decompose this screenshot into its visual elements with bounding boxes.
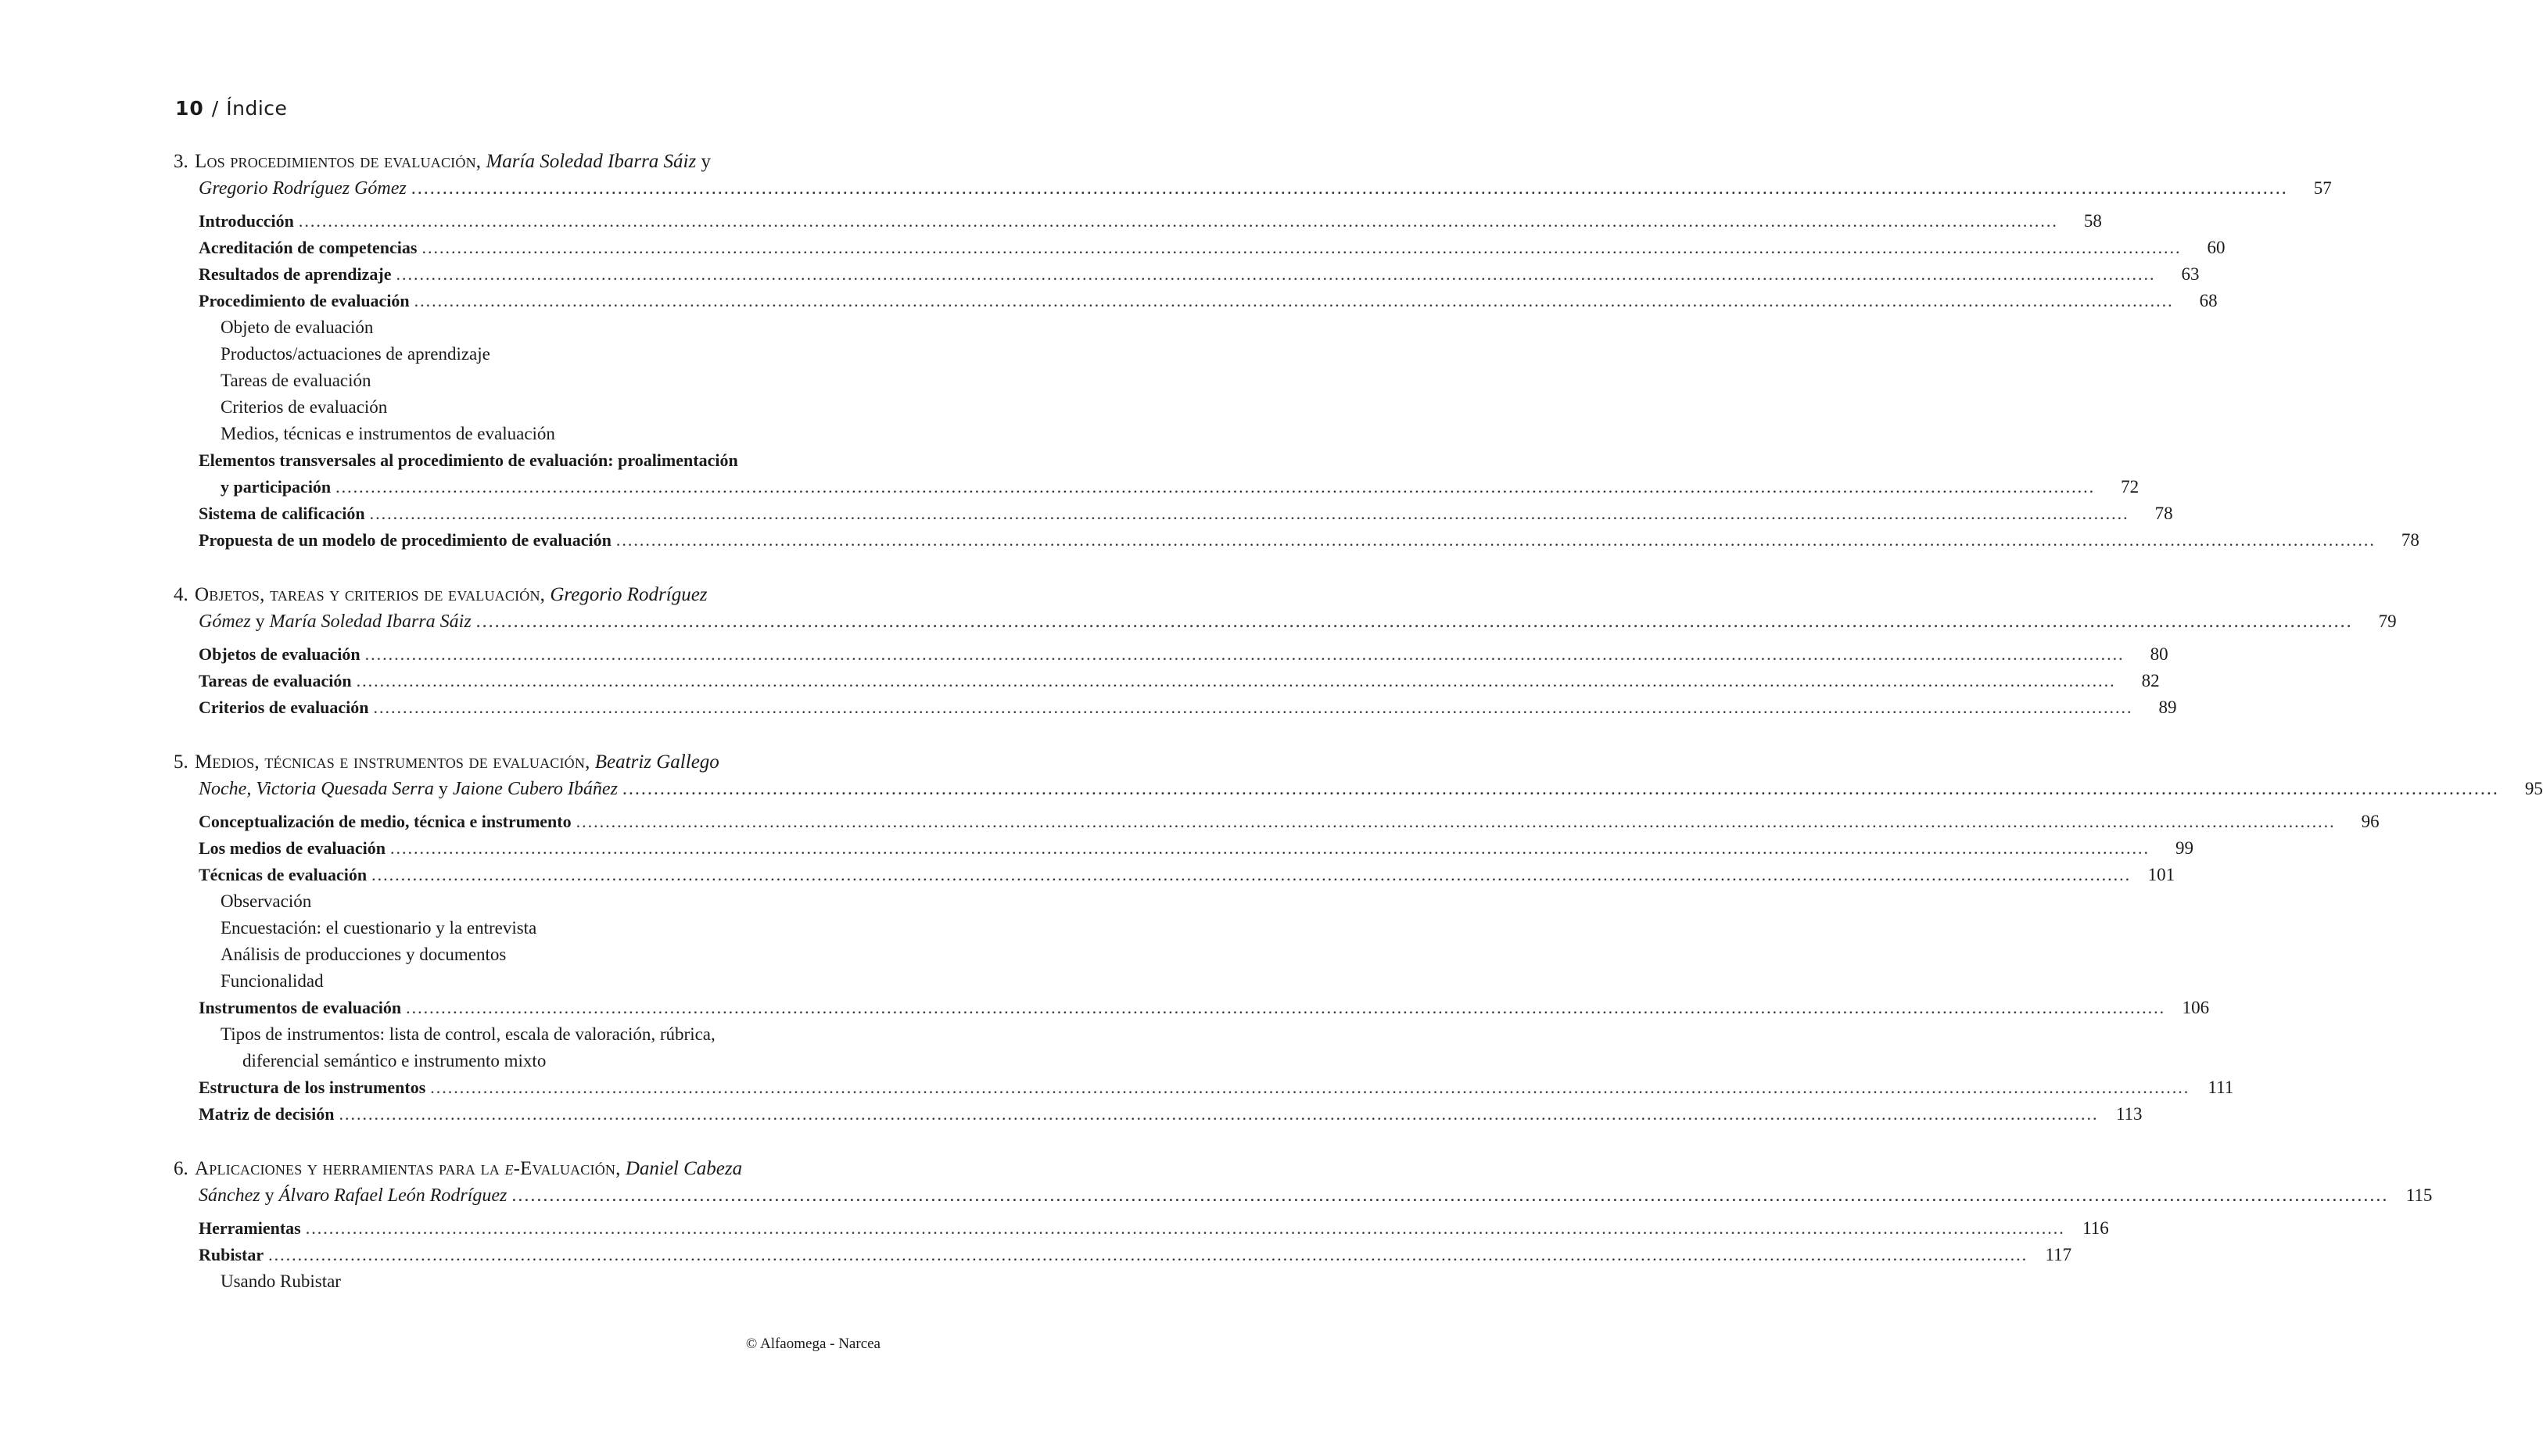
page-ref: 78 bbox=[2154, 504, 2173, 523]
page-ref: 116 bbox=[2082, 1218, 2109, 1238]
author-conjunction: y bbox=[255, 611, 265, 632]
dot-leader: ............................................................................................................................................................................................................................................................................................................ bbox=[364, 644, 2125, 664]
dot-leader: ............................................................................................................................................................................................................................................................................................................ bbox=[421, 238, 2182, 257]
dot-leader: ............................................................................................................................................................................................................................................................................................................ bbox=[335, 477, 2096, 497]
toc-subsection: Análisis de producciones y documentos bbox=[221, 945, 507, 964]
page-header bbox=[175, 97, 287, 125]
chapter-name: Objetos, tareas y criterios de evaluación, bbox=[195, 584, 546, 605]
section-title: Procedimiento de evaluación bbox=[199, 291, 410, 310]
page-ref: 63 bbox=[2181, 264, 2200, 284]
dot-leader: ............................................................................................................................................................................................................................................................................................................ bbox=[369, 504, 2129, 523]
chapter-name: Medios, técnicas e instrumentos de evaluación, bbox=[195, 751, 590, 773]
toc-section bbox=[174, 641, 2168, 668]
toc-subsection: Tipos de instrumentos: lista de control, escala de valoración, rúbrica, bbox=[221, 1024, 716, 1044]
toc-section bbox=[174, 261, 2200, 288]
chapter-author: Jaione Cubero Ibáñez bbox=[452, 779, 618, 799]
dot-leader: ............................................................................................................................................................................................................................................................................................................ bbox=[615, 530, 2376, 550]
toc-section bbox=[174, 862, 2175, 888]
page-ref: 99 bbox=[2175, 838, 2193, 858]
toc-subsection: Funcionalidad bbox=[221, 971, 324, 991]
chapter-number: 5. bbox=[174, 751, 188, 773]
chapter-name bbox=[195, 1158, 621, 1179]
dot-leader: ............................................................................................................................................................................................................................................................................................................ bbox=[406, 998, 2166, 1017]
dot-leader: ............................................................................................................................................................................................................................................................................................................ bbox=[356, 671, 2116, 690]
toc-section bbox=[174, 500, 2173, 527]
toc-subsection: Usando Rubistar bbox=[221, 1271, 341, 1291]
toc-section bbox=[174, 1215, 2109, 1242]
toc-section-line1 bbox=[174, 447, 882, 474]
toc-subsection: Observación bbox=[221, 891, 312, 911]
page-ref: 60 bbox=[2207, 238, 2226, 257]
chapter-author: Álvaro Rafael León Rodríguez bbox=[278, 1185, 508, 1206]
page-ref: 57 bbox=[2313, 178, 2332, 198]
page-ref: 115 bbox=[2405, 1185, 2433, 1205]
dot-leader: ............................................................................................................................................................................................................................................................................................................ bbox=[339, 1104, 2099, 1124]
chapter-number: 4. bbox=[174, 584, 188, 605]
page-ref: 117 bbox=[2045, 1245, 2072, 1264]
section-title: Propuesta de un modelo de procedimiento de evaluación bbox=[199, 530, 612, 550]
chapter-author-line bbox=[174, 776, 2543, 802]
chapter-name-e: e bbox=[504, 1158, 514, 1179]
chapter-author: María Soledad Ibarra Sáiz bbox=[486, 151, 697, 172]
section-title: Instrumentos de evaluación bbox=[199, 998, 402, 1017]
page-ref: 113 bbox=[2115, 1104, 2143, 1124]
section-title: Conceptualización de medio, técnica e instrumento bbox=[199, 812, 572, 831]
chapter-4 bbox=[174, 582, 2397, 721]
page-ref: 80 bbox=[2150, 644, 2168, 664]
copyright-footer: © Alfaomega - Narcea bbox=[745, 1336, 881, 1352]
section-title: Rubistar bbox=[199, 1245, 264, 1264]
chapter-title bbox=[174, 149, 956, 175]
toc-subsection: Tareas de evaluación bbox=[221, 371, 371, 390]
toc-section bbox=[174, 809, 2380, 835]
section-title: Herramientas bbox=[199, 1218, 301, 1238]
author-conjunction: y bbox=[264, 1185, 274, 1206]
chapter-5 bbox=[174, 749, 2543, 1128]
toc-subsection: Criterios de evaluación bbox=[221, 397, 388, 417]
author-group bbox=[199, 608, 472, 635]
chapter-author-line bbox=[174, 1182, 2433, 1209]
page-ref: 106 bbox=[2182, 998, 2210, 1017]
section-title: Estructura de los instrumentos bbox=[199, 1078, 426, 1097]
section-title: Objetos de evaluación bbox=[199, 644, 360, 664]
dot-leader: ............................................................................................................................................................................................................................................................................................................ bbox=[268, 1245, 2028, 1264]
page-ref: 79 bbox=[2378, 611, 2397, 631]
page-number: 10 bbox=[175, 97, 204, 120]
dot-leader: ............................................................................................................................................................................................................................................................................................................ bbox=[371, 865, 2132, 884]
page-ref: 89 bbox=[2158, 698, 2177, 717]
section-title: Técnicas de evaluación bbox=[199, 865, 368, 884]
section-title: Tareas de evaluación bbox=[199, 671, 352, 690]
toc-section bbox=[174, 288, 2218, 314]
chapter-title bbox=[174, 1156, 956, 1182]
chapter-6 bbox=[174, 1156, 2433, 1295]
chapter-number: 3. bbox=[174, 151, 188, 172]
toc-section bbox=[174, 1074, 2234, 1101]
header-title: Índice bbox=[226, 97, 288, 120]
chapter-author: Gregorio Rodríguez Gómez bbox=[199, 178, 407, 199]
toc-section bbox=[174, 694, 2177, 721]
toc-section bbox=[174, 1101, 2143, 1128]
toc-subsection: Medios, técnicas e instrumentos de evaluación bbox=[221, 424, 555, 443]
section-title: Los medios de evaluación bbox=[199, 838, 386, 858]
dot-leader: ............................................................................................................................................................................................................................................................................................................ bbox=[373, 698, 2133, 717]
section-title: Elementos transversales al procedimiento de evaluación: proalimentación bbox=[199, 450, 738, 470]
chapter-number: 6. bbox=[174, 1158, 188, 1179]
page-ref: 95 bbox=[2524, 779, 2543, 798]
header-separator: / bbox=[211, 97, 219, 120]
toc-subsection-continued: diferencial semántico e instrumento mixto bbox=[242, 1051, 547, 1070]
toc-section-line2 bbox=[174, 474, 2139, 500]
chapter-title bbox=[174, 582, 956, 608]
dot-leader: ............................................................................................................................................................................................................................................................................................................ bbox=[305, 1218, 2065, 1238]
chapter-author: Victoria Quesada Serra bbox=[256, 779, 434, 799]
page-ref: 111 bbox=[2208, 1078, 2234, 1097]
dot-leader: ............................................................................................................................................................................................................................................................................................................ bbox=[396, 264, 2156, 284]
toc-section bbox=[174, 235, 2226, 261]
section-title: Resultados de aprendizaje bbox=[199, 264, 392, 284]
section-title: Criterios de evaluación bbox=[199, 698, 369, 717]
dot-leader: ............................................................................................................................................................................................................................................................................................................ bbox=[622, 779, 2499, 799]
section-title: Introducción bbox=[199, 211, 294, 231]
section-title-continued: y participación bbox=[221, 477, 332, 497]
toc-section bbox=[174, 995, 2210, 1021]
chapter-author: María Soledad Ibarra Sáiz bbox=[269, 611, 472, 632]
toc-section bbox=[174, 1242, 2072, 1268]
dot-leader: ............................................................................................................................................................................................................................................................................................................ bbox=[411, 178, 2288, 199]
page-ref: 68 bbox=[2199, 291, 2218, 310]
chapter-author: Gregorio Rodríguez bbox=[550, 584, 708, 605]
dot-leader: ............................................................................................................................................................................................................................................................................................................ bbox=[576, 812, 2336, 831]
page-ref: 96 bbox=[2361, 812, 2380, 831]
toc-section bbox=[174, 527, 2419, 554]
chapter-author: Gómez bbox=[199, 611, 251, 632]
chapter-name-suffix: -Evaluación, bbox=[513, 1158, 621, 1179]
dot-leader: ............................................................................................................................................................................................................................................................................................................ bbox=[298, 211, 2058, 231]
section-title: Sistema de calificación bbox=[199, 504, 365, 523]
author-conjunction: y bbox=[438, 779, 448, 799]
chapter-author: Sánchez bbox=[199, 1185, 260, 1206]
chapter-title bbox=[174, 749, 956, 776]
page-ref: 82 bbox=[2141, 671, 2160, 690]
chapter-name-prefix: Aplicaciones y herramientas para la bbox=[195, 1158, 500, 1179]
dot-leader: ............................................................................................................................................................................................................................................................................................................ bbox=[430, 1078, 2190, 1097]
toc-subsection: Encuestación: el cuestionario y la entrevista bbox=[221, 918, 537, 938]
dot-leader: ............................................................................................................................................................................................................................................................................................................ bbox=[389, 838, 2150, 858]
section-title: Acreditación de competencias bbox=[199, 238, 418, 257]
dot-leader: ............................................................................................................................................................................................................................................................................................................ bbox=[511, 1185, 2389, 1206]
author-group bbox=[199, 1182, 507, 1209]
toc-subsection: Productos/actuaciones de aprendizaje bbox=[221, 344, 490, 364]
page-ref: 101 bbox=[2147, 865, 2175, 884]
chapter-author: Noche, bbox=[199, 779, 252, 799]
chapter-author-line bbox=[174, 175, 2332, 202]
page-ref: 78 bbox=[2401, 530, 2419, 550]
chapter-author: Beatriz Gallego bbox=[594, 751, 719, 773]
toc-section bbox=[174, 208, 2102, 235]
dot-leader: ............................................................................................................................................................................................................................................................................................................ bbox=[414, 291, 2174, 310]
chapter-name: Los procedimientos de evaluación, bbox=[195, 151, 482, 172]
toc-section bbox=[174, 668, 2160, 694]
author-conjunction: y bbox=[701, 151, 711, 172]
chapter-3 bbox=[174, 149, 2419, 554]
page-ref: 72 bbox=[2121, 477, 2139, 497]
toc-section bbox=[174, 835, 2193, 862]
dot-leader: ............................................................................................................................................................................................................................................................................................................ bbox=[475, 611, 2353, 632]
chapter-author: Daniel Cabeza bbox=[625, 1158, 743, 1179]
table-of-contents bbox=[174, 149, 2543, 1323]
toc-subsection: Objeto de evaluación bbox=[221, 317, 374, 337]
section-title: Matriz de decisión bbox=[199, 1104, 335, 1124]
chapter-author-line bbox=[174, 608, 2397, 635]
author-group bbox=[199, 776, 618, 802]
page-ref: 58 bbox=[2083, 211, 2102, 231]
